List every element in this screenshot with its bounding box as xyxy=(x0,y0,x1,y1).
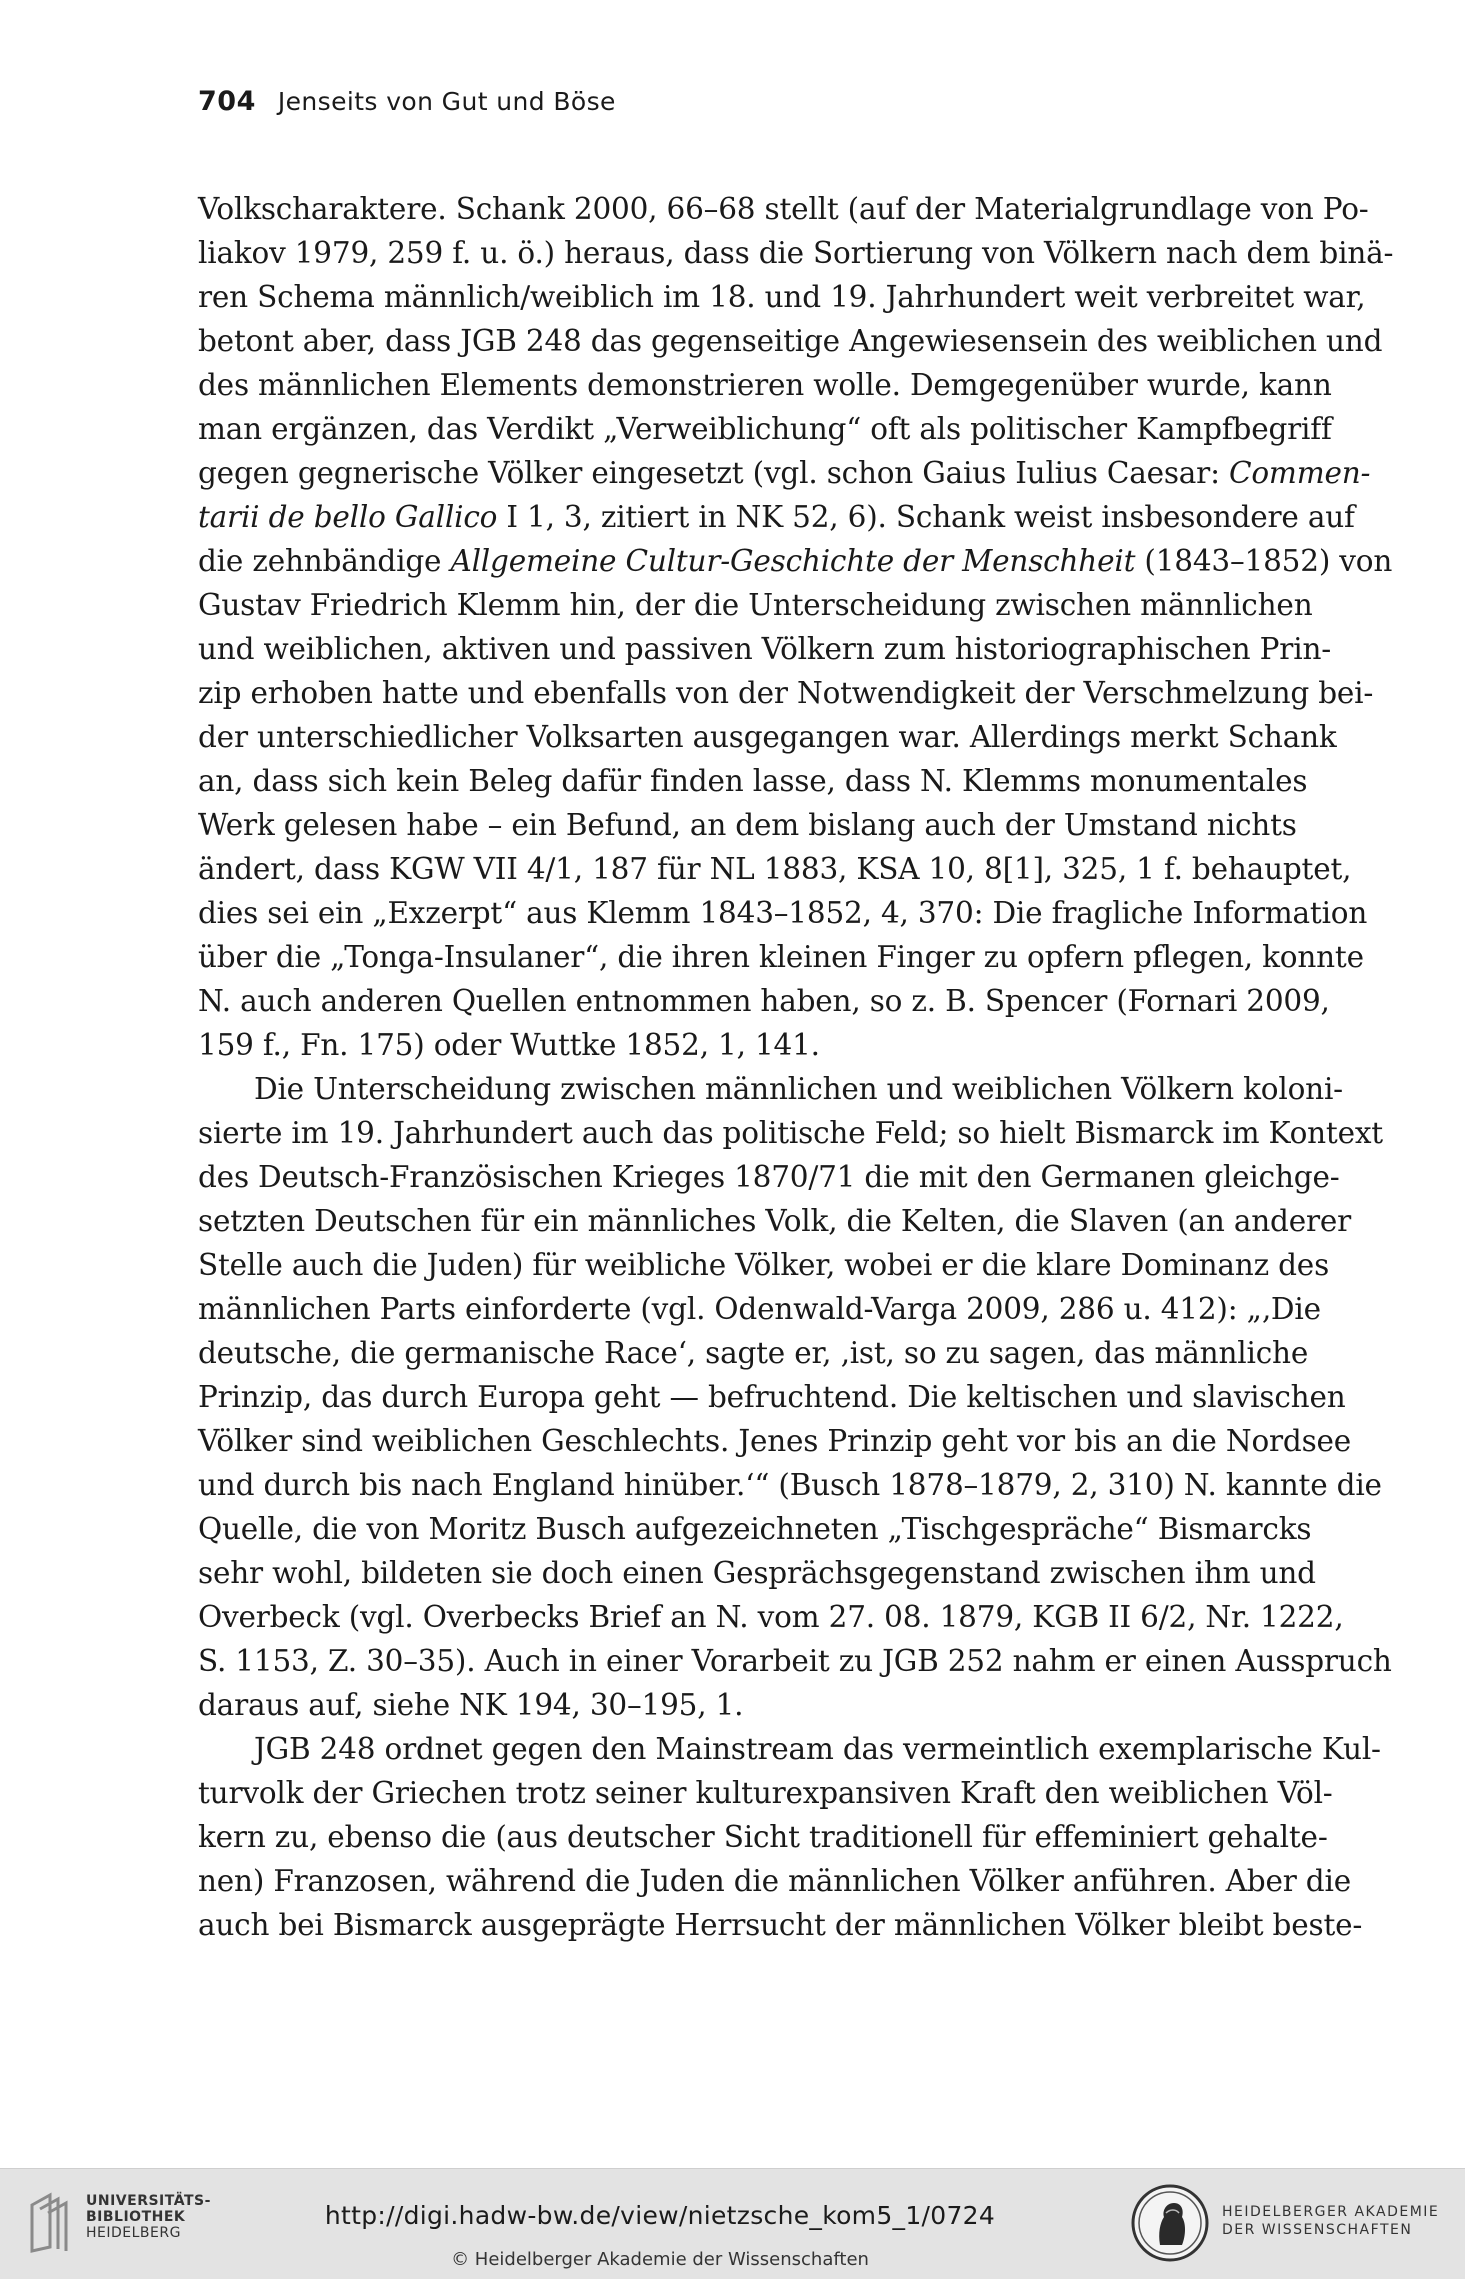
text-segment: JGB 248 ordnet gegen den Mainstream das vermeintlich exemplarische Kul- xyxy=(254,1732,1381,1766)
page-number: 704 xyxy=(198,86,256,117)
text-segment: setzten Deutschen für ein männliches Volk, die Kelten, die Slaven (an anderer xyxy=(198,1204,1352,1238)
text-line xyxy=(198,1771,1333,1815)
library-name-line: BIBLIOTHEK xyxy=(86,2209,186,2225)
text-segment: der unterschiedlicher Volksarten ausgegangen war. Allerdings merkt Schank xyxy=(198,720,1337,754)
text-line xyxy=(198,1683,1296,1727)
text-line xyxy=(198,1067,1343,1111)
text-line xyxy=(198,671,1374,715)
library-name xyxy=(86,2193,211,2241)
text-segment: Werk gelesen habe – ein Befund, an dem bislang auch der Umstand nichts xyxy=(198,808,1297,842)
text-line xyxy=(198,539,1393,583)
text-line xyxy=(198,1023,1296,1067)
text-line xyxy=(198,187,1369,231)
text-line xyxy=(198,1551,1316,1595)
text-line xyxy=(198,935,1364,979)
text-segment: auch bei Bismarck ausgeprägte Herrsucht der männlichen Völker bleibt beste- xyxy=(198,1908,1363,1942)
text-segment: Volkscharaktere. Schank 2000, 66–68 stellt (auf der Materialgrundlage von Po- xyxy=(198,192,1369,226)
text-segment: S. 1153, Z. 30–35). Auch in einer Vorarbeit zu JGB 252 nahm er einen Ausspruch xyxy=(198,1644,1392,1678)
text-line xyxy=(198,275,1366,319)
text-line xyxy=(198,1639,1392,1683)
text-line xyxy=(198,451,1371,495)
text-line xyxy=(198,891,1368,935)
text-segment: Overbeck (vgl. Overbecks Brief an N. vom 27. 08. 1879, KGB II 6/2, Nr. 1222, xyxy=(198,1600,1344,1634)
academy-name-line: HEIDELBERGER AKADEMIE xyxy=(1222,2204,1440,2220)
text-segment: nen) Franzosen, während die Juden die männlichen Völker anführen. Aber die xyxy=(198,1864,1351,1898)
text-line xyxy=(198,1419,1352,1463)
text-segment: (1843–1852) von xyxy=(1135,544,1393,578)
text-line xyxy=(198,759,1308,803)
text-line xyxy=(198,1727,1381,1771)
text-segment: über die „Tonga-Insulaner“, die ihren kleinen Finger zu opfern pflegen, konnte xyxy=(198,940,1364,974)
running-title: Jenseits von Gut und Böse xyxy=(277,87,616,116)
text-segment: 159 f., Fn. 175) oder Wuttke 1852, 1, 141. xyxy=(198,1028,820,1062)
text-segment: Gustav Friedrich Klemm hin, der die Unterscheidung zwischen männlichen xyxy=(198,588,1313,622)
text-segment: ändert, dass KGW VII 4/1, 187 für NL 1883, KSA 10, 8[1], 325, 1 f. behauptet, xyxy=(198,852,1352,886)
text-line xyxy=(198,1507,1312,1551)
italic-title-segment: Commen- xyxy=(1229,456,1371,490)
library-name-line: UNIVERSITÄTS- xyxy=(86,2193,211,2209)
copyright-notice: © Heidelberger Akademie der Wissenschaften xyxy=(451,2249,869,2270)
text-segment: des männlichen Elements demonstrieren wolle. Demgegenüber wurde, kann xyxy=(198,368,1332,402)
text-segment: deutsche, die germanische Race‘, sagte er, ‚ist, so zu sagen, das männliche xyxy=(198,1336,1309,1370)
text-line xyxy=(198,1111,1383,1155)
academy-name-line: DER WISSENSCHAFTEN xyxy=(1222,2222,1413,2238)
italic-title-segment: tarii de bello Gallico xyxy=(198,500,498,534)
text-segment: des Deutsch-Französischen Krieges 1870/71 die mit den Germanen gleichge- xyxy=(198,1160,1340,1194)
permalink-url[interactable]: http://digi.hadw-bw.de/view/nietzsche_kom5_1/0724 xyxy=(324,2201,996,2230)
text-line xyxy=(198,1903,1363,1947)
text-segment: Prinzip, das durch Europa geht — befruchtend. Die keltischen und slavischen xyxy=(198,1380,1346,1414)
text-line xyxy=(198,1243,1330,1287)
text-line xyxy=(198,1463,1382,1507)
library-logo-icon xyxy=(26,2191,82,2255)
text-segment: zip erhoben hatte und ebenfalls von der Notwendigkeit der Verschmelzung bei- xyxy=(198,676,1374,710)
text-segment: ren Schema männlich/weiblich im 18. und 19. Jahrhundert weit verbreitet war, xyxy=(198,280,1366,314)
text-line xyxy=(198,1859,1351,1903)
text-segment: und durch bis nach England hinüber.‘“ (Busch 1878–1879, 2, 310) N. kannte die xyxy=(198,1468,1382,1502)
text-line xyxy=(198,495,1355,539)
text-line xyxy=(198,363,1332,407)
text-segment: Völker sind weiblichen Geschlechts. Jenes Prinzip geht vor bis an die Nordsee xyxy=(198,1424,1352,1458)
text-segment: betont aber, dass JGB 248 das gegenseitige Angewiesensein des weiblichen und xyxy=(198,324,1383,358)
text-segment: Die Unterscheidung zwischen männlichen und weiblichen Völkern koloni- xyxy=(254,1072,1343,1106)
text-segment: dies sei ein „Exzerpt“ aus Klemm 1843–1852, 4, 370: Die fragliche Information xyxy=(198,896,1368,930)
text-segment: die zehnbändige xyxy=(198,544,451,578)
text-segment: an, dass sich kein Beleg dafür finden lasse, dass N. Klemms monumentales xyxy=(198,764,1308,798)
text-line xyxy=(198,1595,1344,1639)
text-segment: I 1, 3, zitiert in NK 52, 6). Schank weist insbesondere auf xyxy=(497,500,1355,534)
text-segment: gegen gegnerische Völker eingesetzt (vgl. schon Gaius Iulius Caesar: xyxy=(198,456,1229,490)
text-segment: turvolk der Griechen trotz seiner kulturexpansiven Kraft den weiblichen Völ- xyxy=(198,1776,1333,1810)
text-line xyxy=(198,1815,1328,1859)
text-line xyxy=(198,319,1383,363)
text-segment: daraus auf, siehe NK 194, 30–195, 1. xyxy=(198,1688,744,1722)
text-line xyxy=(198,1155,1340,1199)
text-line xyxy=(198,979,1330,1023)
text-segment: sierte im 19. Jahrhundert auch das politische Feld; so hielt Bismarck im Kontext xyxy=(198,1116,1383,1150)
academy-name xyxy=(1222,2203,1439,2239)
text-segment: man ergänzen, das Verdikt „Verweiblichung“ oft als politischer Kampfbegriff xyxy=(198,412,1332,446)
academy-seal-icon xyxy=(1130,2183,1210,2263)
text-line xyxy=(198,627,1332,671)
library-name-line: HEIDELBERG xyxy=(86,2225,181,2241)
text-segment: Quelle, die von Moritz Busch aufgezeichneten „Tischgespräche“ Bismarcks xyxy=(198,1512,1312,1546)
text-line xyxy=(198,1375,1346,1419)
text-segment: liakov 1979, 259 f. u. ö.) heraus, dass die Sortierung von Völkern nach dem binä- xyxy=(198,236,1394,270)
running-header xyxy=(198,86,1298,130)
text-segment: männlichen Parts einforderte (vgl. Odenwald-Varga 2009, 286 u. 412): „‚Die xyxy=(198,1292,1321,1326)
digitization-footer xyxy=(0,2168,1465,2279)
text-line xyxy=(198,1199,1352,1243)
text-line xyxy=(198,583,1313,627)
text-line xyxy=(198,1331,1309,1375)
text-line xyxy=(198,715,1337,759)
text-line xyxy=(198,231,1394,275)
text-segment: sehr wohl, bildeten sie doch einen Gesprächsgegenstand zwischen ihm und xyxy=(198,1556,1316,1590)
text-line xyxy=(198,803,1296,847)
text-line xyxy=(198,847,1352,891)
text-segment: kern zu, ebenso die (aus deutscher Sicht traditionell für effeminiert gehalte- xyxy=(198,1820,1328,1854)
text-segment: N. auch anderen Quellen entnommen haben, so z. B. Spencer (Fornari 2009, xyxy=(198,984,1330,1018)
text-line xyxy=(198,1287,1321,1331)
body-text xyxy=(198,187,1394,1947)
text-line xyxy=(198,407,1332,451)
text-segment: Stelle auch die Juden) für weibliche Völker, wobei er die klare Dominanz des xyxy=(198,1248,1330,1282)
text-segment: und weiblichen, aktiven und passiven Völkern zum historiographischen Prin- xyxy=(198,632,1332,666)
italic-title-segment: Allgemeine Cultur-Geschichte der Menschheit xyxy=(450,544,1136,578)
